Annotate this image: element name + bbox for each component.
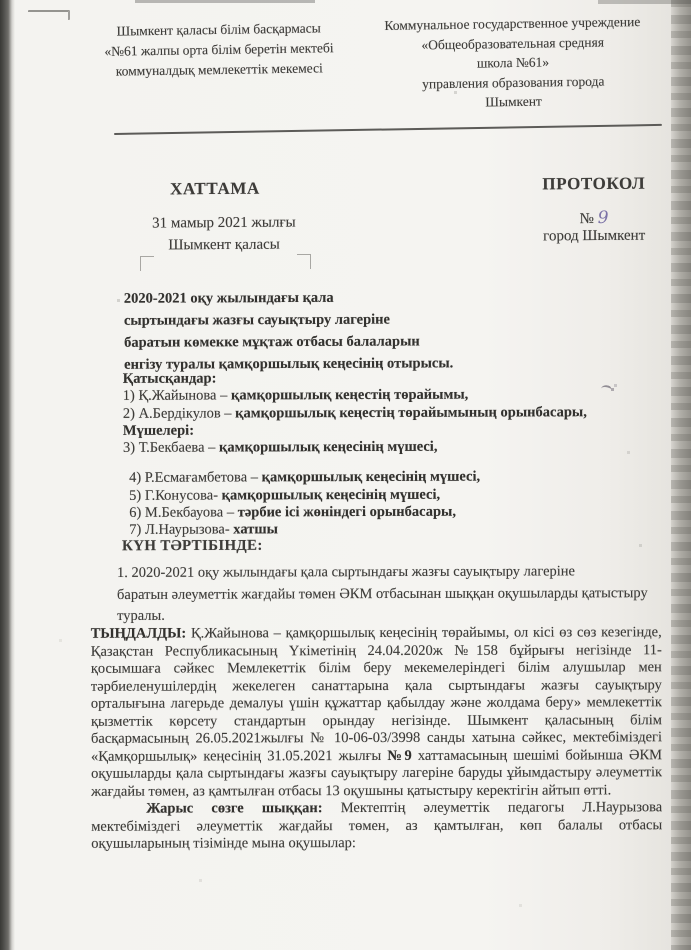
participant-role: тәрбие ісі жөніндегі орынбасары, bbox=[237, 503, 456, 521]
protocol-city-kazakh: Шымкент қаласы bbox=[168, 236, 280, 254]
meeting-subject-title bbox=[124, 286, 464, 375]
minutes-body bbox=[91, 624, 663, 853]
document-title-russian: ПРОТОКОЛ bbox=[542, 173, 646, 194]
letterhead-russian-line: «Общеобразовательная средняя bbox=[421, 34, 605, 52]
letterhead-russian-line: школа №61» bbox=[476, 54, 550, 71]
participant-role: қамқоршылық кеңесінің мүшесі, bbox=[261, 469, 481, 486]
protocol-date: 31 мамыр 2021 жылғы bbox=[152, 214, 296, 232]
participant-name: 7) Л.Наурызова- bbox=[129, 521, 234, 539]
scan-edge-top-right bbox=[598, 0, 691, 4]
speech-paragraph: Жарыс сөзге шыққан: Мектептің әлеуметтік педагогы Л.Наурызова мектебіміздегі әлеуметтік жағдайы төмен, аз қамтылған, көп балалы отбасы оқушыларының тізімінде мына оқушылар: bbox=[91, 799, 663, 852]
letterhead-kazakh bbox=[86, 18, 353, 82]
letterhead-russian-line: Коммунальное государственное учреждение bbox=[384, 13, 641, 34]
heard-paragraph: ТЫҢДАЛДЫ: Қ.Жайынова – қамқоршылық кеңесінің төрайымы, ол кісі өз сөз кезегінде, Қазақстан Республикасының Үкіметінің 24.04.2020ж №158 бұйрығы негізінде 11-қосымшаға сәйкес Мемлекеттік білім беру мекемелеріндегі білім алушылар мен тәрбиеленушілердің жекелеген санаттарына қала сыртындағы жазғы сауықтыру орталығына лагерьде демалуы үшін құжаттар қабылдау және жолдама беру» мемлекеттік қызметтік көрсету стандартын орындау негізінде. Шымкент қаласының білім басқармасының 26.05.2021жылғы № 10-06-03/3998 санды хатына сәйкес, мектебіміздегі «Қамқоршылық» кеңесінің 31.05.2021 жылғы №9 хаттамасының шешімі бойынша ӘКМ оқушыларды қала сыртындағы жазғы сауықтыру лагеріне баруды ұйымдастыру әлеуметтік жағдайы төмен, аз қамтылған отбасы 13 оқушыны қатыстыру керектігін айтып өтті. bbox=[90, 624, 663, 800]
letterhead-russian-line: Шымкент bbox=[485, 93, 543, 110]
agenda-line: туралы. bbox=[117, 607, 165, 624]
agenda-heading: КҮН ТӘРТІБІНДЕ: bbox=[121, 537, 263, 555]
letterhead-kazakh-line: «№61 жалпы орта білім беретін мектебі bbox=[104, 40, 334, 59]
participant-item bbox=[123, 386, 603, 405]
agenda-item bbox=[117, 561, 669, 627]
meeting-subject-line: баратын көмекке мұқтаж отбасы балаларын bbox=[124, 333, 420, 351]
meeting-subject-line: сыртындағы жазғы сауықтыру лагеріне bbox=[123, 311, 391, 329]
participant-item bbox=[123, 521, 603, 540]
participant-name: 6) М.Бекбауова – bbox=[129, 504, 238, 521]
participants-heading: Қатысқандар: bbox=[122, 370, 217, 387]
protocol-header-russian bbox=[498, 173, 690, 245]
participant-role: қамқоршылық кеңестің төрайымының орынбасары, bbox=[235, 403, 587, 422]
letterhead-russian bbox=[361, 12, 664, 114]
scan-edge-left bbox=[0, 0, 15, 950]
protocol-city-russian: город Шымкент bbox=[543, 227, 646, 245]
meeting-subject-line: енгізу туралы қамқоршылық кеңесінің отырысы. bbox=[124, 355, 454, 373]
scan-edge-right bbox=[671, 0, 691, 950]
corner-bracket-mark-icon bbox=[28, 10, 70, 20]
members-heading: Мүшелері: bbox=[122, 422, 195, 439]
participants-list bbox=[123, 369, 604, 539]
letterhead-kazakh-line: коммуналдық мемлекеттік мекемесі bbox=[115, 60, 323, 79]
agenda-line: 1. 2020-2021 оқу жылындағы қала сыртындағы жазғы сауықтыру лагеріне bbox=[116, 563, 576, 581]
participant-name: 2) А.Бердікулов – bbox=[122, 405, 236, 422]
protocol-number-handwritten: 9 bbox=[597, 207, 609, 228]
document-title-kazakh: ХАТТАМА bbox=[170, 178, 260, 199]
participant-item bbox=[123, 404, 603, 423]
participant-role: қамқоршылық кеңесінің мүшесі, bbox=[221, 486, 441, 504]
protocol-date-block bbox=[128, 211, 320, 256]
participant-name: 1) Қ.Жайынова – bbox=[122, 387, 231, 405]
participant-role: хатшы bbox=[233, 521, 278, 538]
participant-item bbox=[123, 503, 603, 522]
meeting-subject-line: 2020-2021 оқу жылындағы қала bbox=[123, 289, 334, 307]
agenda-line: баратын әлеуметтік жағдайы төмен ӘКМ отбасынан шыққан оқушыларды қатыстыру bbox=[116, 584, 648, 603]
protocol-number bbox=[498, 207, 690, 228]
protocol-number-label: № bbox=[579, 211, 594, 228]
participant-item bbox=[123, 486, 603, 505]
scan-edge-top bbox=[135, 0, 315, 3]
participant-name: 5) Г.Конусова- bbox=[129, 487, 222, 504]
letterhead-divider-line bbox=[114, 124, 662, 135]
letterhead-kazakh-line: Шымкент қаласы білім басқармасы bbox=[116, 20, 321, 39]
participant-role: қамқоршылық кеңестің төрайымы, bbox=[230, 386, 469, 404]
corner-mark-right-icon bbox=[297, 254, 311, 269]
corner-mark-left-icon bbox=[140, 256, 154, 271]
scan-noise bbox=[0, 0, 1, 1]
participant-name: 3) Т.Бекбаева – bbox=[122, 439, 220, 457]
letterhead-russian-line: управления образования города bbox=[422, 73, 605, 91]
participant-name: 4) Р.Есмағамбетова – bbox=[129, 469, 262, 487]
participant-role: қамқоршылық кеңесінің мүшесі, bbox=[218, 438, 438, 456]
participant-item bbox=[123, 469, 603, 488]
participant-item bbox=[123, 438, 603, 457]
